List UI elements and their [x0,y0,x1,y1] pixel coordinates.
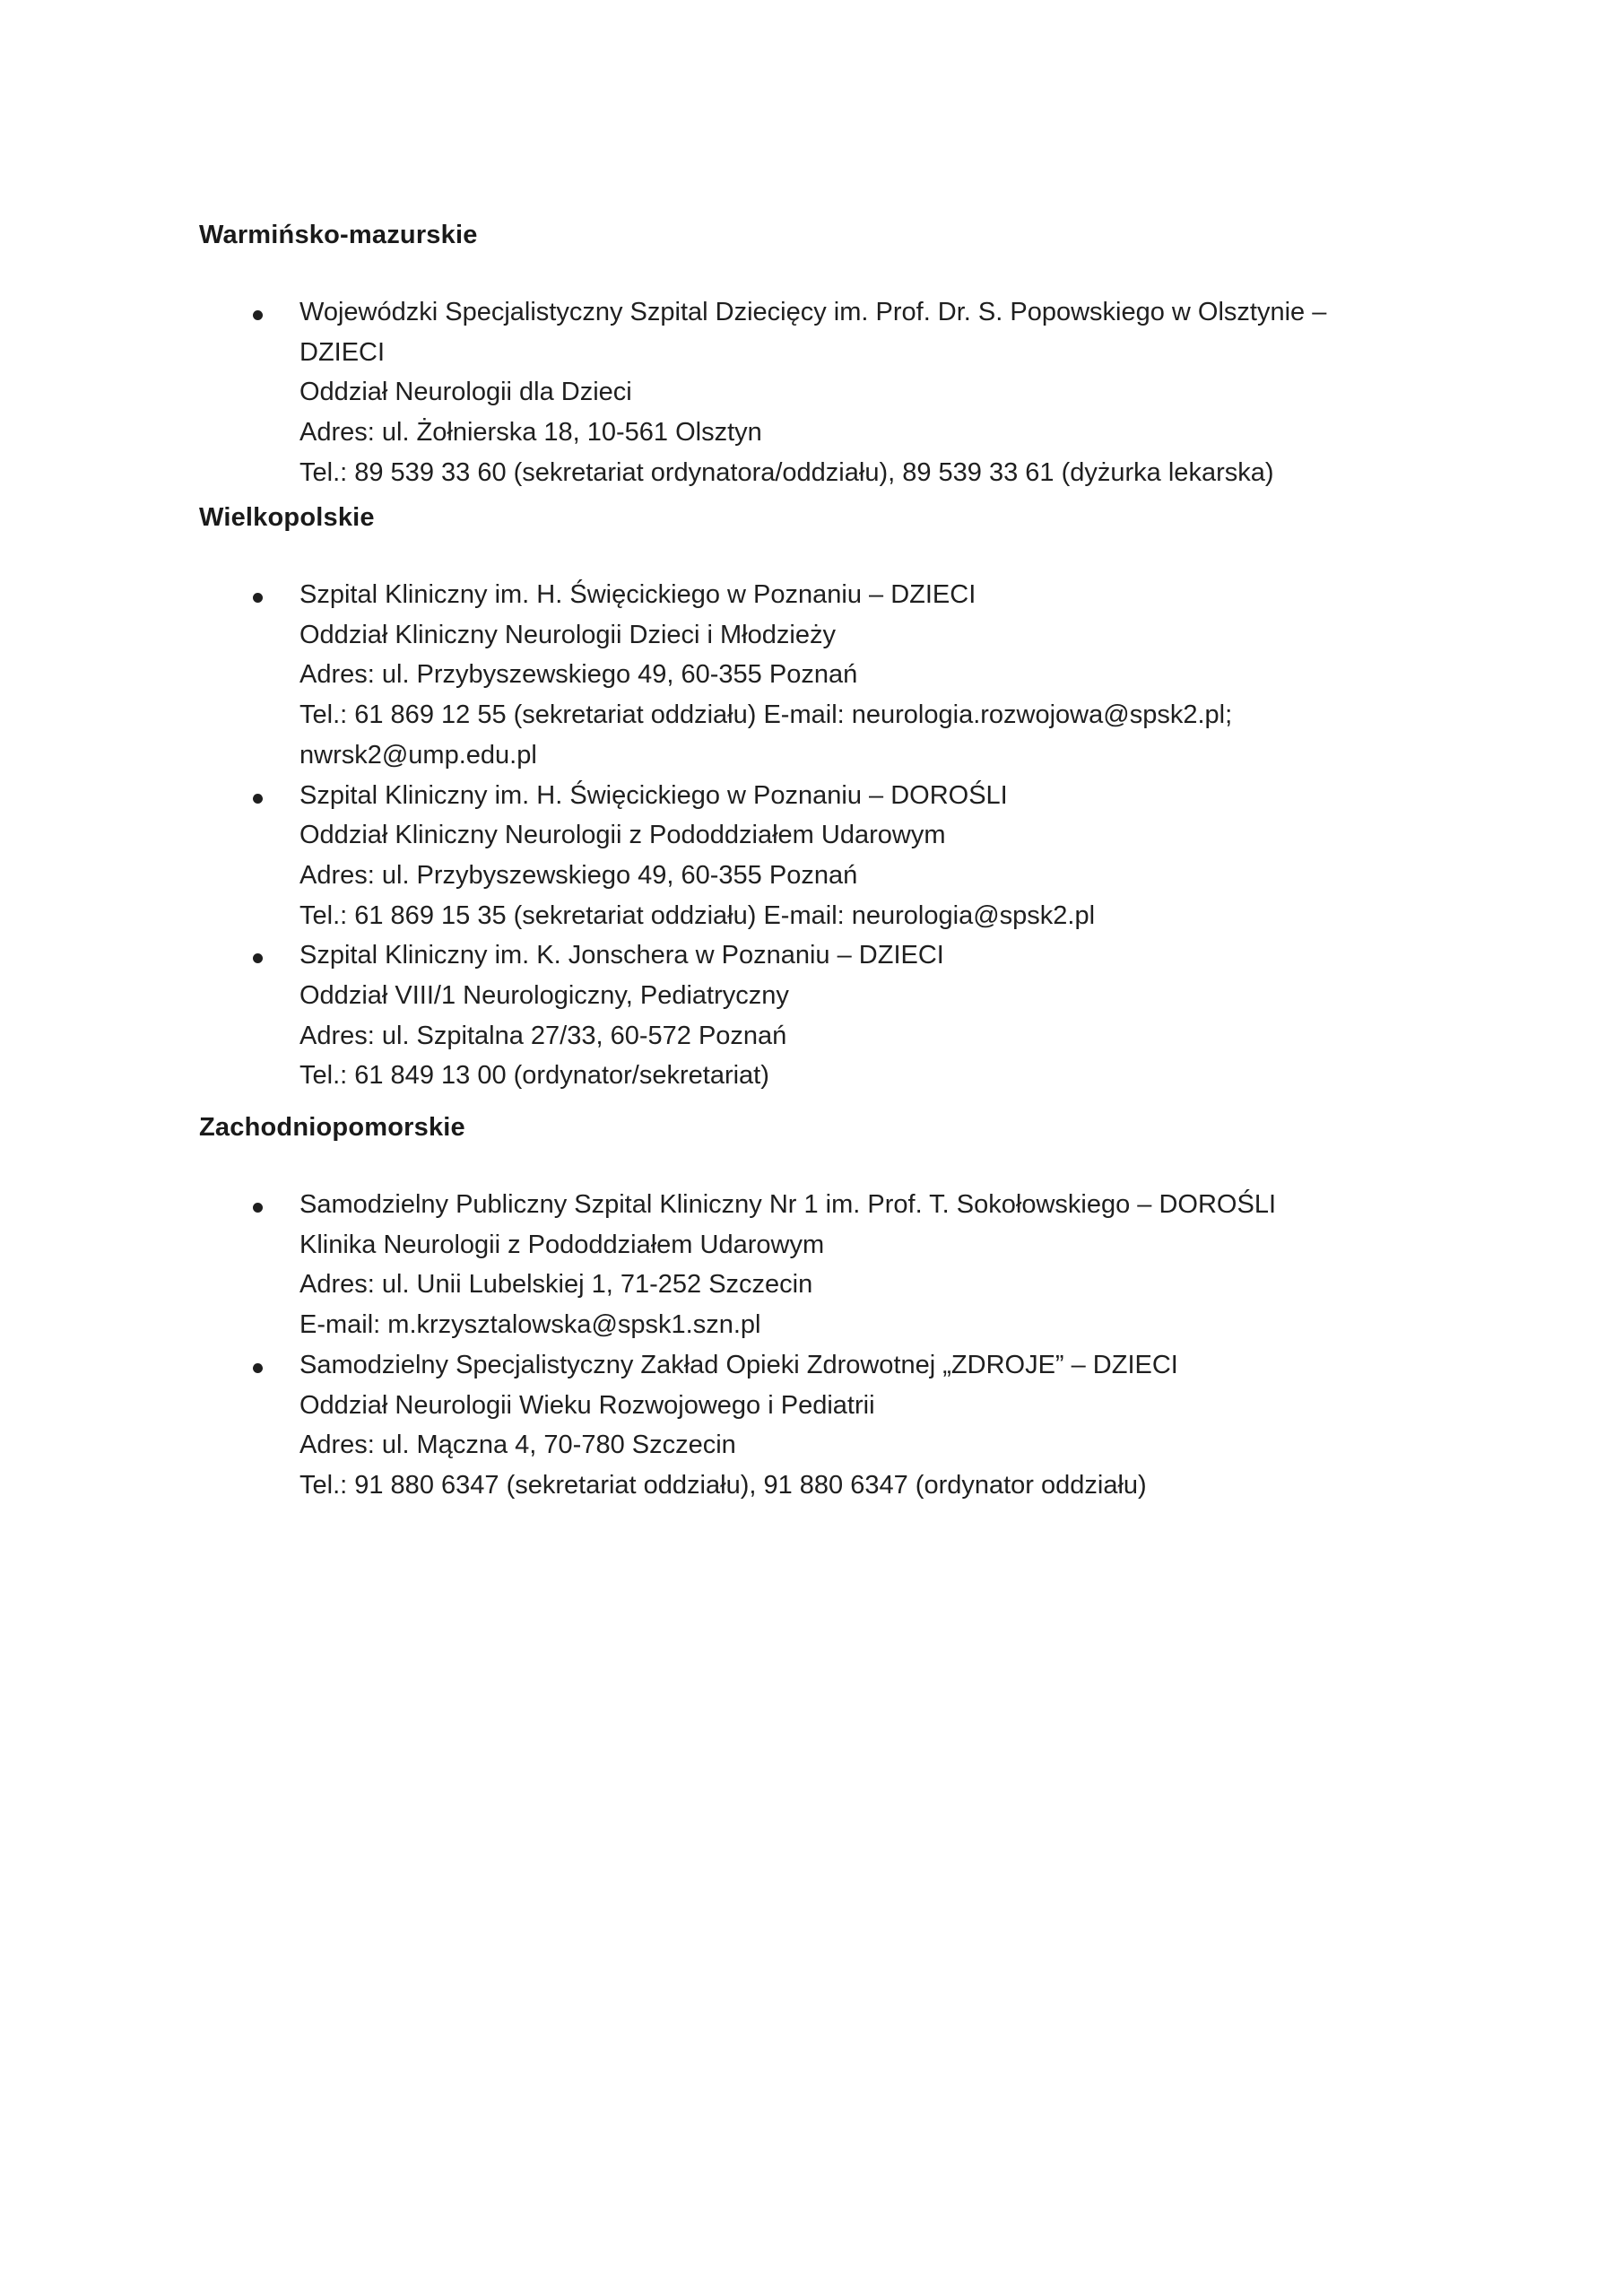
hospital-entry [199,1185,1436,1345]
hospital-name: Wojewódzki Specjalistyczny Szpital Dziecięcy im. Prof. Dr. S. Popowskiego w Olsztynie – [299,298,1327,326]
email-line: E-mail: m.krzysztalowska@spsk1.szn.pl [299,1310,761,1340]
address-line: Adres: ul. Żołnierska 18, 10-561 Olsztyn [299,418,762,448]
bullet-icon [253,1203,263,1213]
email-line: nwrsk2@ump.edu.pl [299,740,537,770]
phone-line: Tel.: 91 880 6347 (sekretariat oddziału), 91 880 6347 (ordynator oddziału) [299,1470,1147,1500]
hospital-list [199,1185,1436,1506]
hospital-entry [199,292,1436,493]
department-name: Oddział Kliniczny Neurologii Dzieci i Młodzieży [299,620,836,649]
bullet-icon [253,794,263,804]
address-line: Adres: ul. Szpitalna 27/33, 60-572 Poznań [299,1021,787,1050]
hospital-list [199,292,1436,493]
address-line: Adres: ul. Unii Lubelskiej 1, 71-252 Szczecin [299,1270,813,1300]
hospital-name: Samodzielny Specjalistyczny Zakład Opieki Zdrowotnej „ZDROJE” – DZIECI [299,1350,1178,1379]
region-heading: Warmińsko-mazurskie [199,221,478,249]
hospital-name-continued: DZIECI [299,337,386,367]
hospital-entry [199,575,1436,776]
bullet-icon [253,953,263,963]
department-name: Oddział Kliniczny Neurologii z Pododdziałem Udarowym [299,821,946,850]
phone-line: Tel.: 89 539 33 60 (sekretariat ordynatora/oddziału), 89 539 33 61 (dyżurka lekarska) [299,457,1274,487]
address-line: Adres: ul. Przybyszewskiego 49, 60-355 Poznań [299,860,858,890]
department-name: Oddział Neurologii Wieku Rozwojowego i Pediatrii [299,1390,875,1420]
region-heading: Zachodniopomorskie [199,1113,465,1142]
address-line: Adres: ul. Przybyszewskiego 49, 60-355 Poznań [299,660,858,690]
hospital-entry [199,1345,1436,1506]
region-section-warminsko-mazurskie [199,215,1436,493]
hospital-entry [199,935,1436,1096]
region-section-wielkopolskie [199,498,1436,1096]
bullet-icon [253,1363,263,1373]
region-section-zachodniopomorskie [199,1108,1436,1506]
region-heading: Wielkopolskie [199,503,375,532]
contact-line: Tel.: 61 869 15 35 (sekretariat oddziału) E-mail: neurologia@spsk2.pl [299,900,1096,930]
department-name: Klinika Neurologii z Pododdziałem Udarowym [299,1230,825,1259]
department-name: Oddział Neurologii dla Dzieci [299,378,632,407]
phone-line: Tel.: 61 849 13 00 (ordynator/sekretariat) [299,1061,769,1091]
hospital-name: Szpital Kliniczny im. H. Święcickiego w Poznaniu – DZIECI [299,580,976,609]
hospital-name: Szpital Kliniczny im. H. Święcickiego w Poznaniu – DOROŚLI [299,780,1008,810]
bullet-icon [253,593,263,603]
hospital-name: Samodzielny Publiczny Szpital Kliniczny Nr 1 im. Prof. T. Sokołowskiego – DOROŚLI [299,1190,1277,1219]
contact-line: Tel.: 61 869 12 55 (sekretariat oddziału) E-mail: neurologia.rozwojowa@spsk2.pl; [299,700,1233,730]
hospital-entry [199,776,1436,936]
hospital-list [199,575,1436,1096]
department-name: Oddział VIII/1 Neurologiczny, Pediatryczny [299,981,789,1011]
hospital-name: Szpital Kliniczny im. K. Jonschera w Poznaniu – DZIECI [299,941,944,970]
address-line: Adres: ul. Mączna 4, 70-780 Szczecin [299,1431,736,1460]
bullet-icon [253,310,263,320]
